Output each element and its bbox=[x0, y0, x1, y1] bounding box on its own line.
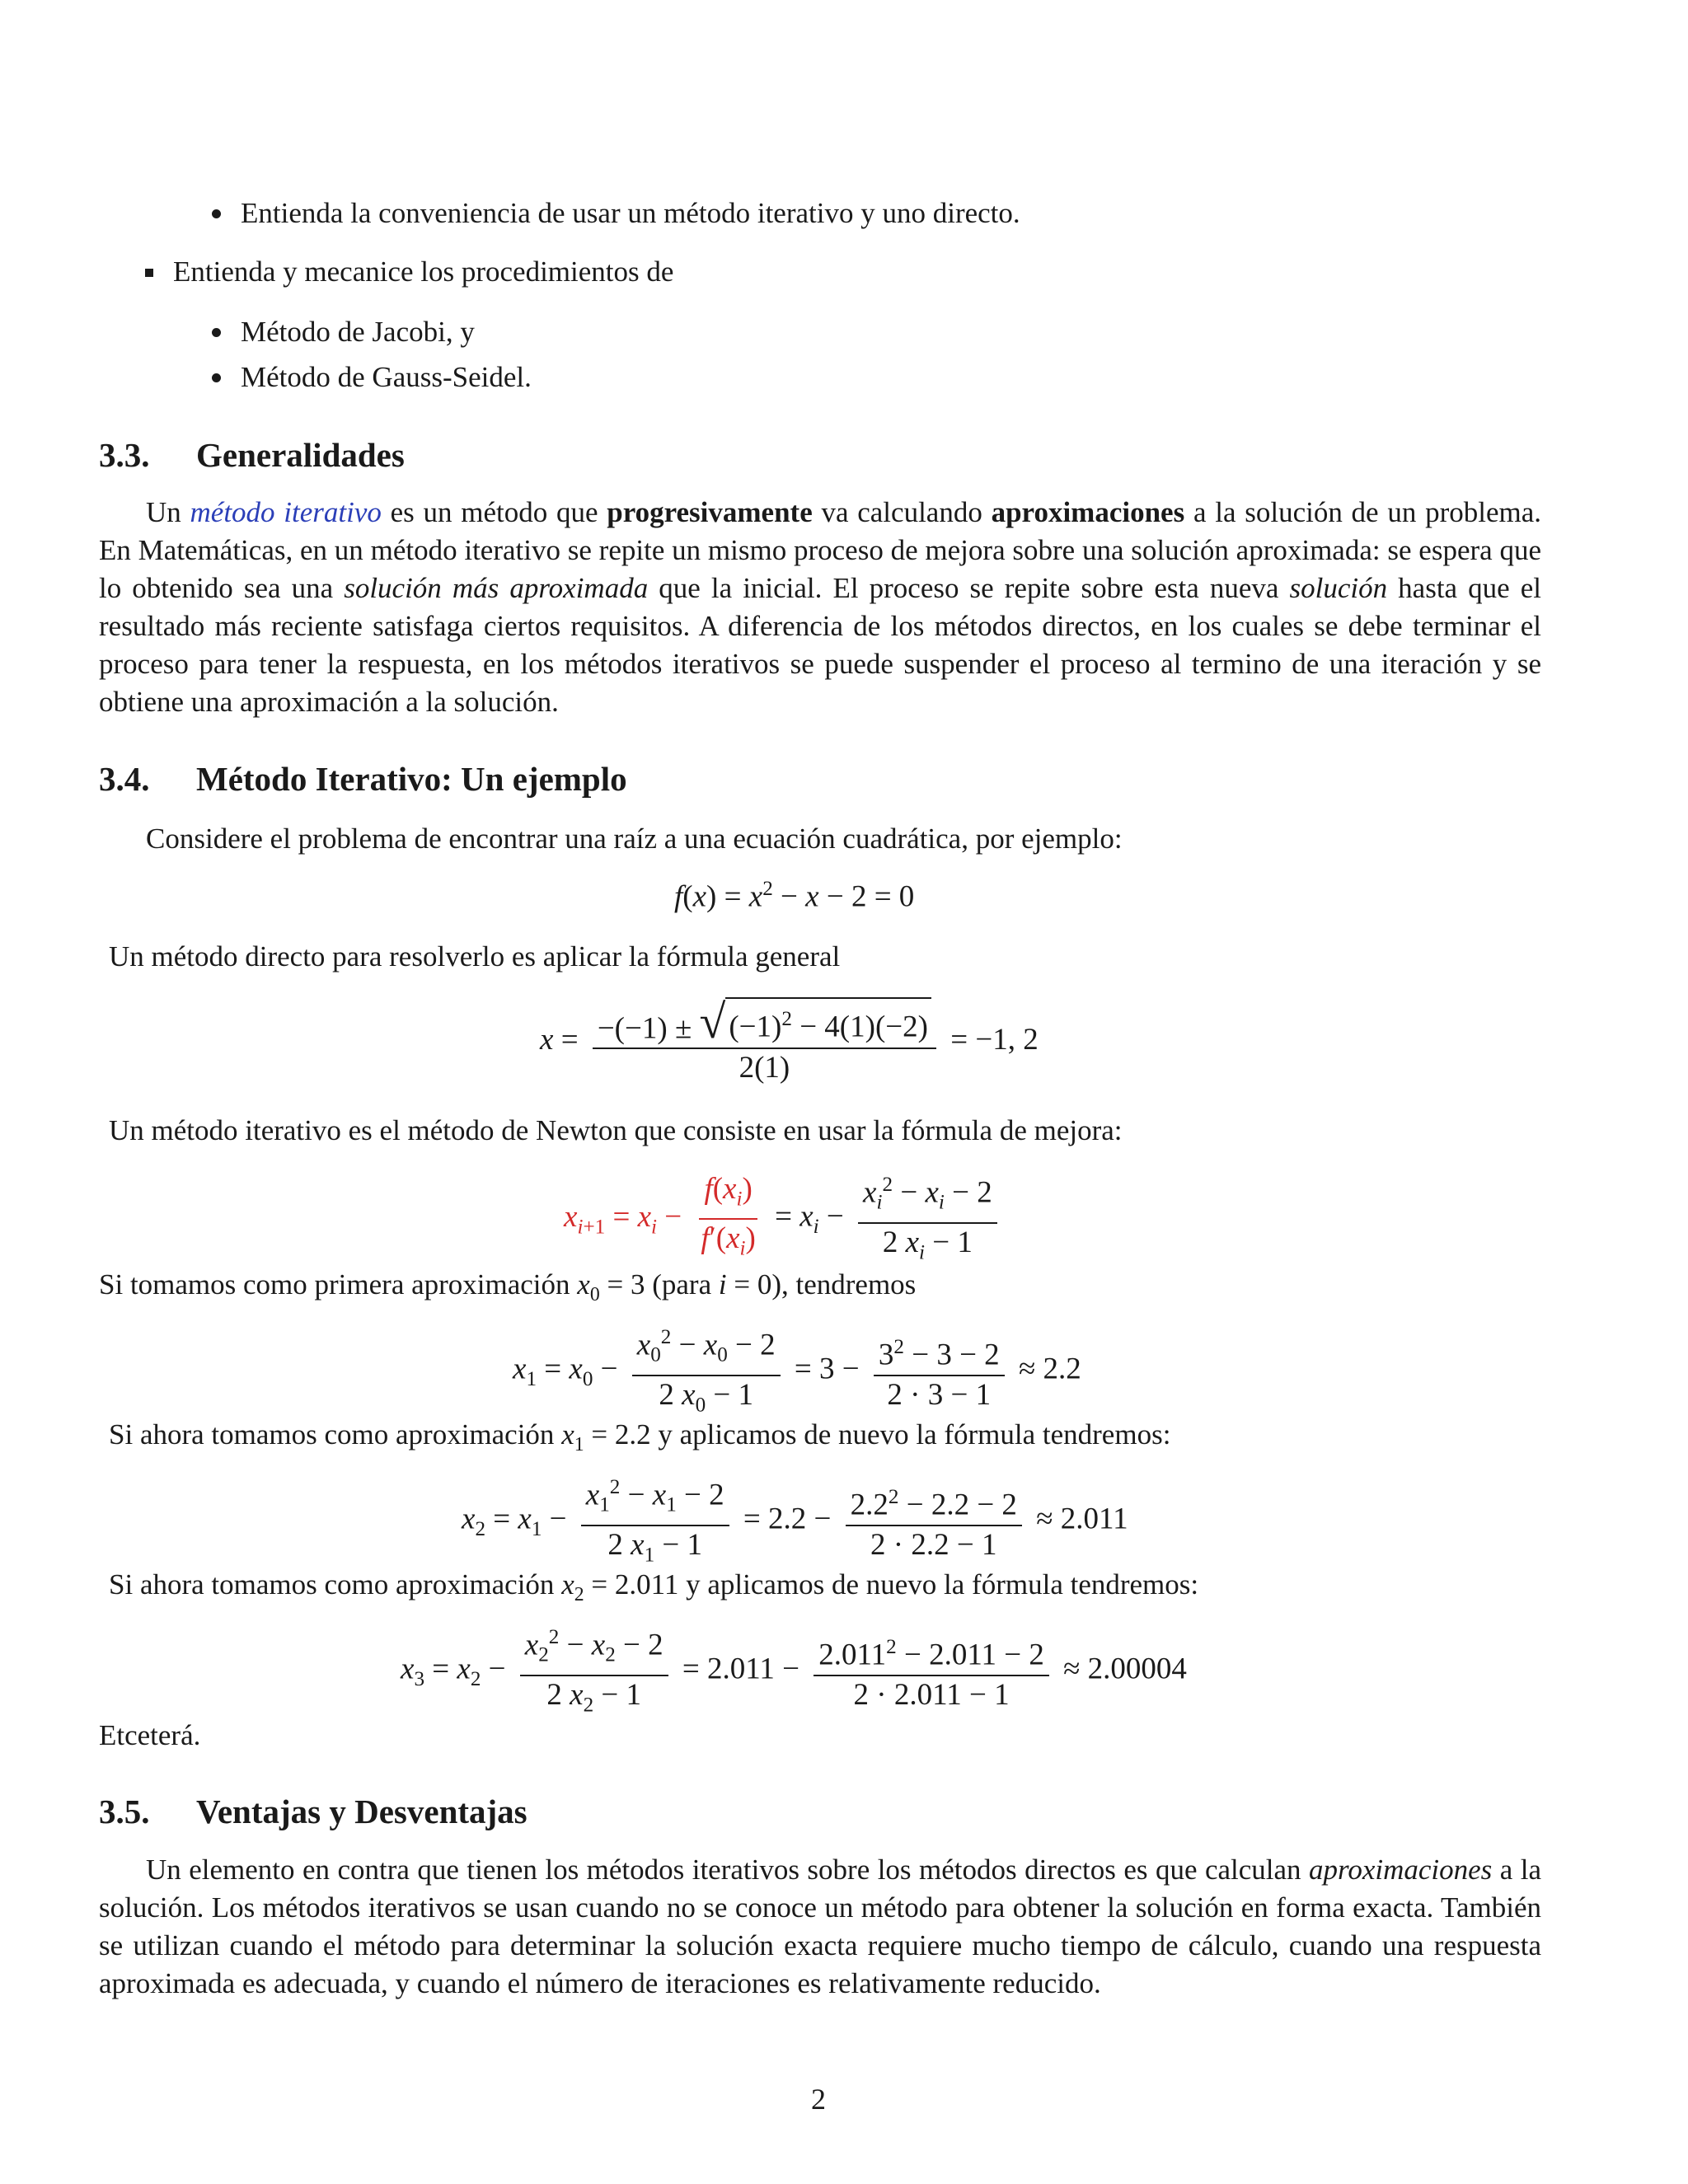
italic-term: solución bbox=[1289, 572, 1388, 604]
section-number: 3.3. bbox=[99, 436, 150, 474]
equation-quadratic: $f(x) = x^2 - x - 2 = 0$ bbox=[674, 878, 915, 914]
text-run: = 2.2 y aplicamos de nuevo la fórmula tendremos: bbox=[584, 1418, 1171, 1451]
text-run: Si tomamos como primera aproximación bbox=[99, 1268, 578, 1301]
link-metodo-iterativo[interactable]: método iterativo bbox=[190, 496, 382, 528]
section-heading bbox=[99, 435, 405, 475]
paragraph-first-approx: Si tomamos como primera aproximación $x_0 = 3$ (para i = 0), tendremos bbox=[99, 1268, 917, 1305]
paragraph-third-approx: Si ahora tomamos como aproximación $x_2 = 2.011$ y aplicamos de nuevo la fórmula tendremos: bbox=[109, 1568, 1199, 1605]
text-run: = 2.011 y aplicamos de nuevo la fórmula tendremos: bbox=[584, 1568, 1199, 1601]
paragraph-intro: Considere el problema de encontrar una raíz a una ecuación cuadrática, por ejemplo: bbox=[146, 823, 1123, 855]
paragraph-second-approx: Si ahora tomamos como aproximación $x_1 = 2.2$ y aplicamos de nuevo la fórmula tendremos: bbox=[109, 1418, 1171, 1455]
text-run: a la solución de un problema. En Matemáticas, en un método iterativo se repite un mismo proceso de mejora sobre una solución aproximada: se espera que lo obtenido sea una bbox=[99, 496, 1541, 604]
text-run: Si ahora tomamos como aproximación bbox=[109, 1418, 562, 1451]
list-item: Entienda y mecanice los procedimientos de bbox=[173, 255, 674, 288]
equation-iteration-2: $x_2 = x_1$ − $\frac{x_1^2 - x_1 - 2}{2 x_1 - 1}$ = 2.2 − $\frac{2.2^2 - 2.2 - 2}{2 \cdot 2.2 - 1}$ ≈ 2.011 bbox=[462, 1469, 1128, 1574]
section-title: Método Iterativo: Un ejemplo bbox=[196, 760, 627, 798]
bullet-dot bbox=[212, 328, 221, 337]
text-run: hasta que el resultado más reciente satisfaga ciertos requisitos. A diferencia de los métodos directos, en los cuales se debe terminar el proceso para tener la respuesta, en los métodos iterativos se puede suspender el proceso al termino de una iteración y se obtiene una aproximación a la solución. bbox=[99, 572, 1542, 718]
paragraph-generalidades bbox=[99, 494, 1541, 721]
equation-newton-formula: $x_{i+1} = x_i$ − $\frac{f(x_i)}{f'(x_i)}$ = $x_i$ − $\frac{x_i^2 - x_i - 2}{2 x_i - 1}$ bbox=[564, 1166, 1004, 1272]
italic-term: solución más aproximada bbox=[344, 572, 649, 604]
result-iteration-1: ≈ 2.2 bbox=[1018, 1352, 1081, 1386]
text-run: = 0), tendremos bbox=[726, 1268, 917, 1301]
paragraph-direct: Un método directo para resolverlo es aplicar la fórmula general bbox=[109, 940, 841, 972]
section-number: 3.4. bbox=[99, 760, 150, 798]
list-item: Método de Gauss-Seidel. bbox=[241, 361, 532, 393]
text-run: = 3 (para bbox=[599, 1268, 719, 1301]
text-run: a la solución. Los métodos iterativos se usan cuando no se conoce un método para obtener la solución en forma exacta. También se utilizan cuando el método para determinar la solución exacta requiere mucho tiempo de cálculo, cuando una respuesta aproximada es adecuada, y cuando el número de iteraciones es relativamente reducido. bbox=[99, 1854, 1541, 1999]
direct-result: = −1, 2 bbox=[950, 1023, 1039, 1057]
bullet-square bbox=[145, 269, 153, 277]
result-iteration-2: ≈ 2.011 bbox=[1036, 1502, 1128, 1536]
section-number: 3.5. bbox=[99, 1793, 150, 1830]
paragraph-etc: Etceterá. bbox=[99, 1719, 201, 1751]
text-run: va calculando bbox=[812, 496, 992, 528]
list-item: Entienda la conveniencia de usar un método iterativo y uno directo. bbox=[241, 197, 1020, 229]
equation-iteration-1: $x_1 = x_0$ − $\frac{x_0^2 - x_0 - 2}{2 x_0 - 1}$ = 3 − $\frac{3^2 - 3 - 2}{2 \cdot 3 - 1}$ ≈ 2.2 bbox=[513, 1319, 1081, 1424]
section-title: Ventajas y Desventajas bbox=[196, 1793, 528, 1830]
section-title: Generalidades bbox=[196, 436, 405, 474]
bullet-dot bbox=[212, 373, 221, 382]
text-run: Un elemento en contra que tienen los métodos iterativos sobre los métodos directos es que calculan bbox=[146, 1854, 1309, 1886]
equation-iteration-3: $x_3 = x_2$ − $\frac{x_2^2 - x_2 - 2}{2 x_2 - 1}$ = 2.011 − $\frac{2.011^2 - 2.011 - 2}{2 \cdot 2.011 - 1}$ ≈ 2.00004 bbox=[401, 1619, 1187, 1724]
text-run: es un método que bbox=[381, 496, 607, 528]
text-run: Un bbox=[146, 496, 190, 528]
paragraph-ventajas bbox=[99, 1851, 1541, 2003]
page-number: 2 bbox=[811, 2083, 826, 2116]
bullet-dot bbox=[212, 209, 221, 218]
section-heading bbox=[99, 759, 627, 799]
text-run: que la inicial. El proceso se repite sobre esta nueva bbox=[648, 572, 1290, 604]
paragraph-newton: Un método iterativo es el método de Newton que consiste en usar la fórmula de mejora: bbox=[109, 1114, 1123, 1146]
bold-term: aproximaciones bbox=[991, 496, 1185, 528]
list-item: Método de Jacobi, y bbox=[241, 316, 475, 348]
result-iteration-3: ≈ 2.00004 bbox=[1063, 1652, 1187, 1686]
italic-term: aproximaciones bbox=[1309, 1854, 1493, 1886]
text-run: Si ahora tomamos como aproximación bbox=[109, 1568, 562, 1601]
equation-quadratic-formula: x = −(−1) ± √ $(-1)^2 - 4(1)(-2)$ 2(1) = −1, 2 bbox=[540, 995, 1039, 1085]
section-heading bbox=[99, 1792, 528, 1831]
bold-term: progresivamente bbox=[607, 496, 813, 528]
